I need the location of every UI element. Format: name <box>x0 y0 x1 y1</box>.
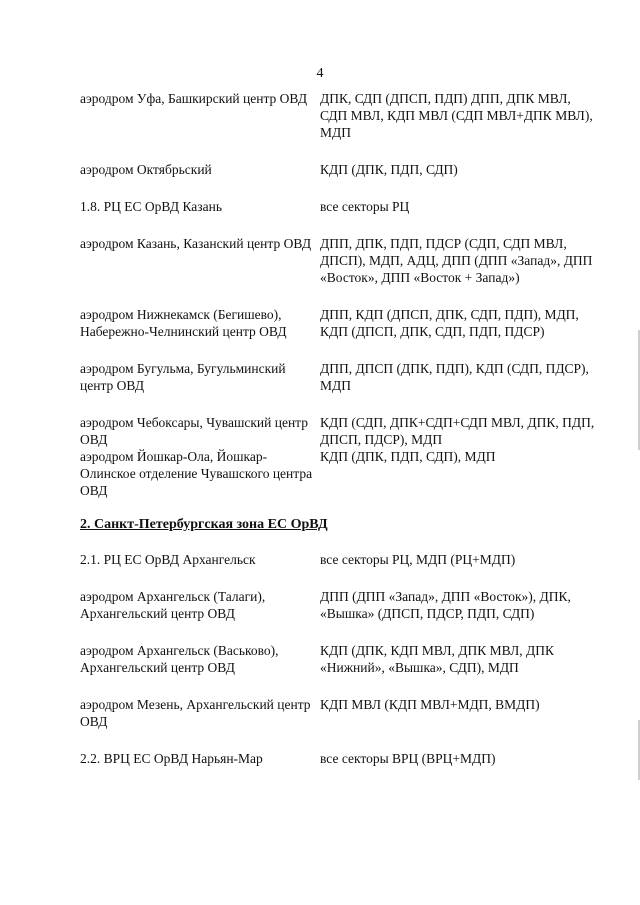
entry-row <box>80 642 600 676</box>
entry-sectors: все секторы ВРЦ (ВРЦ+МДП) <box>320 751 496 766</box>
entry-sectors: ДПК, СДП (ДПСП, ПДП) ДПП, ДПК МВЛ, СДП МВЛ, КДП МВЛ (СДП МВЛ+ДПК МВЛ), МДП <box>320 91 593 140</box>
entry-facility: 1.8. РЦ ЕС ОрВД Казань <box>80 199 222 214</box>
entry-sectors: ДПП, ДПСП (ДПК, ПДП), КДП (СДП, ПДСР), МДП <box>320 361 589 393</box>
entry-row <box>80 696 600 730</box>
page-number: 4 <box>316 66 324 81</box>
entry-facility: аэродром Бугульма, Бугульминский центр ОВД <box>80 361 286 393</box>
entry-facility: аэродром Уфа, Башкирский центр ОВД <box>80 91 308 106</box>
entry-row <box>80 235 600 286</box>
entry-row <box>80 360 600 394</box>
entries-list <box>80 90 600 787</box>
entry-sectors: все секторы РЦ, МДП (РЦ+МДП) <box>320 552 516 567</box>
entry-facility: аэродром Мезень, Архангельский центр ОВД <box>80 697 311 729</box>
entry-sectors: ДПП (ДПП «Запад», ДПП «Восток»), ДПК, «Вышка» (ДПСП, ПДСР, ПДП, СДП) <box>320 589 571 621</box>
entry-row <box>80 750 600 767</box>
entry-sectors: КДП (ДПК, ПДП, СДП) <box>320 162 458 177</box>
entry-sectors: ДПП, ДПК, ПДП, ПДСР (СДП, СДП МВЛ, ДПСП), МДП, АДЦ, ДПП (ДПП «Запад», ДПП «Восток», ДПП «Восток + Запад») <box>320 236 593 285</box>
entry-row <box>80 306 600 340</box>
entry-row <box>80 161 600 178</box>
entry-sectors-group <box>318 414 600 499</box>
entry-row <box>80 198 600 215</box>
entry-row <box>80 588 600 622</box>
entry-row-cheboksary <box>80 414 600 499</box>
entry-facility: аэродром Казань, Казанский центр ОВД <box>80 236 312 251</box>
entry-facility: 2.1. РЦ ЕС ОрВД Архангельск <box>80 552 256 567</box>
entry-row <box>80 90 600 141</box>
entry-facility: аэродром Нижнекамск (Бегишево), Набережно-Челнинский центр ОВД <box>80 307 287 339</box>
entry-facility: аэродром Архангельск (Васьково), Архангельский центр ОВД <box>80 643 279 675</box>
entry-facility: аэродром Октябрьский <box>80 162 212 177</box>
section-heading: 2. Санкт-Петербургская зона ЕС ОрВД <box>80 517 328 532</box>
entry-sectors: все секторы РЦ <box>320 199 410 214</box>
entry-facility: аэродром Йошкар-Ола, Йошкар-Олинское отделение Чувашского центра ОВД <box>80 449 313 498</box>
entry-sectors: КДП (ДПК, ПДП, СДП), МДП <box>320 449 496 464</box>
entry-facility: аэродром Архангельск (Талаги), Архангельский центр ОВД <box>80 589 266 621</box>
entry-sectors: ДПП, КДП (ДПСП, ДПК, СДП, ПДП), МДП, КДП (ДПСП, ДПК, СДП, ПДП, ПДСР) <box>320 307 579 339</box>
entry-facility: 2.2. ВРЦ ЕС ОрВД Нарьян-Мар <box>80 751 263 766</box>
entry-row <box>80 551 600 568</box>
entry-facility-group <box>80 414 318 499</box>
entry-sectors: КДП (СДП, ДПК+СДП+СДП МВЛ, ДПК, ПДП, ДПСП, ПДСР), МДП <box>320 415 595 447</box>
entry-sectors: КДП МВЛ (КДП МВЛ+МДП, ВМДП) <box>320 697 540 712</box>
entry-sectors: КДП (ДПК, КДП МВЛ, ДПК МВЛ, ДПК «Нижний», «Вышка», СДП), МДП <box>320 643 554 675</box>
entry-facility: аэродром Чебоксары, Чувашский центр ОВД <box>80 415 308 447</box>
